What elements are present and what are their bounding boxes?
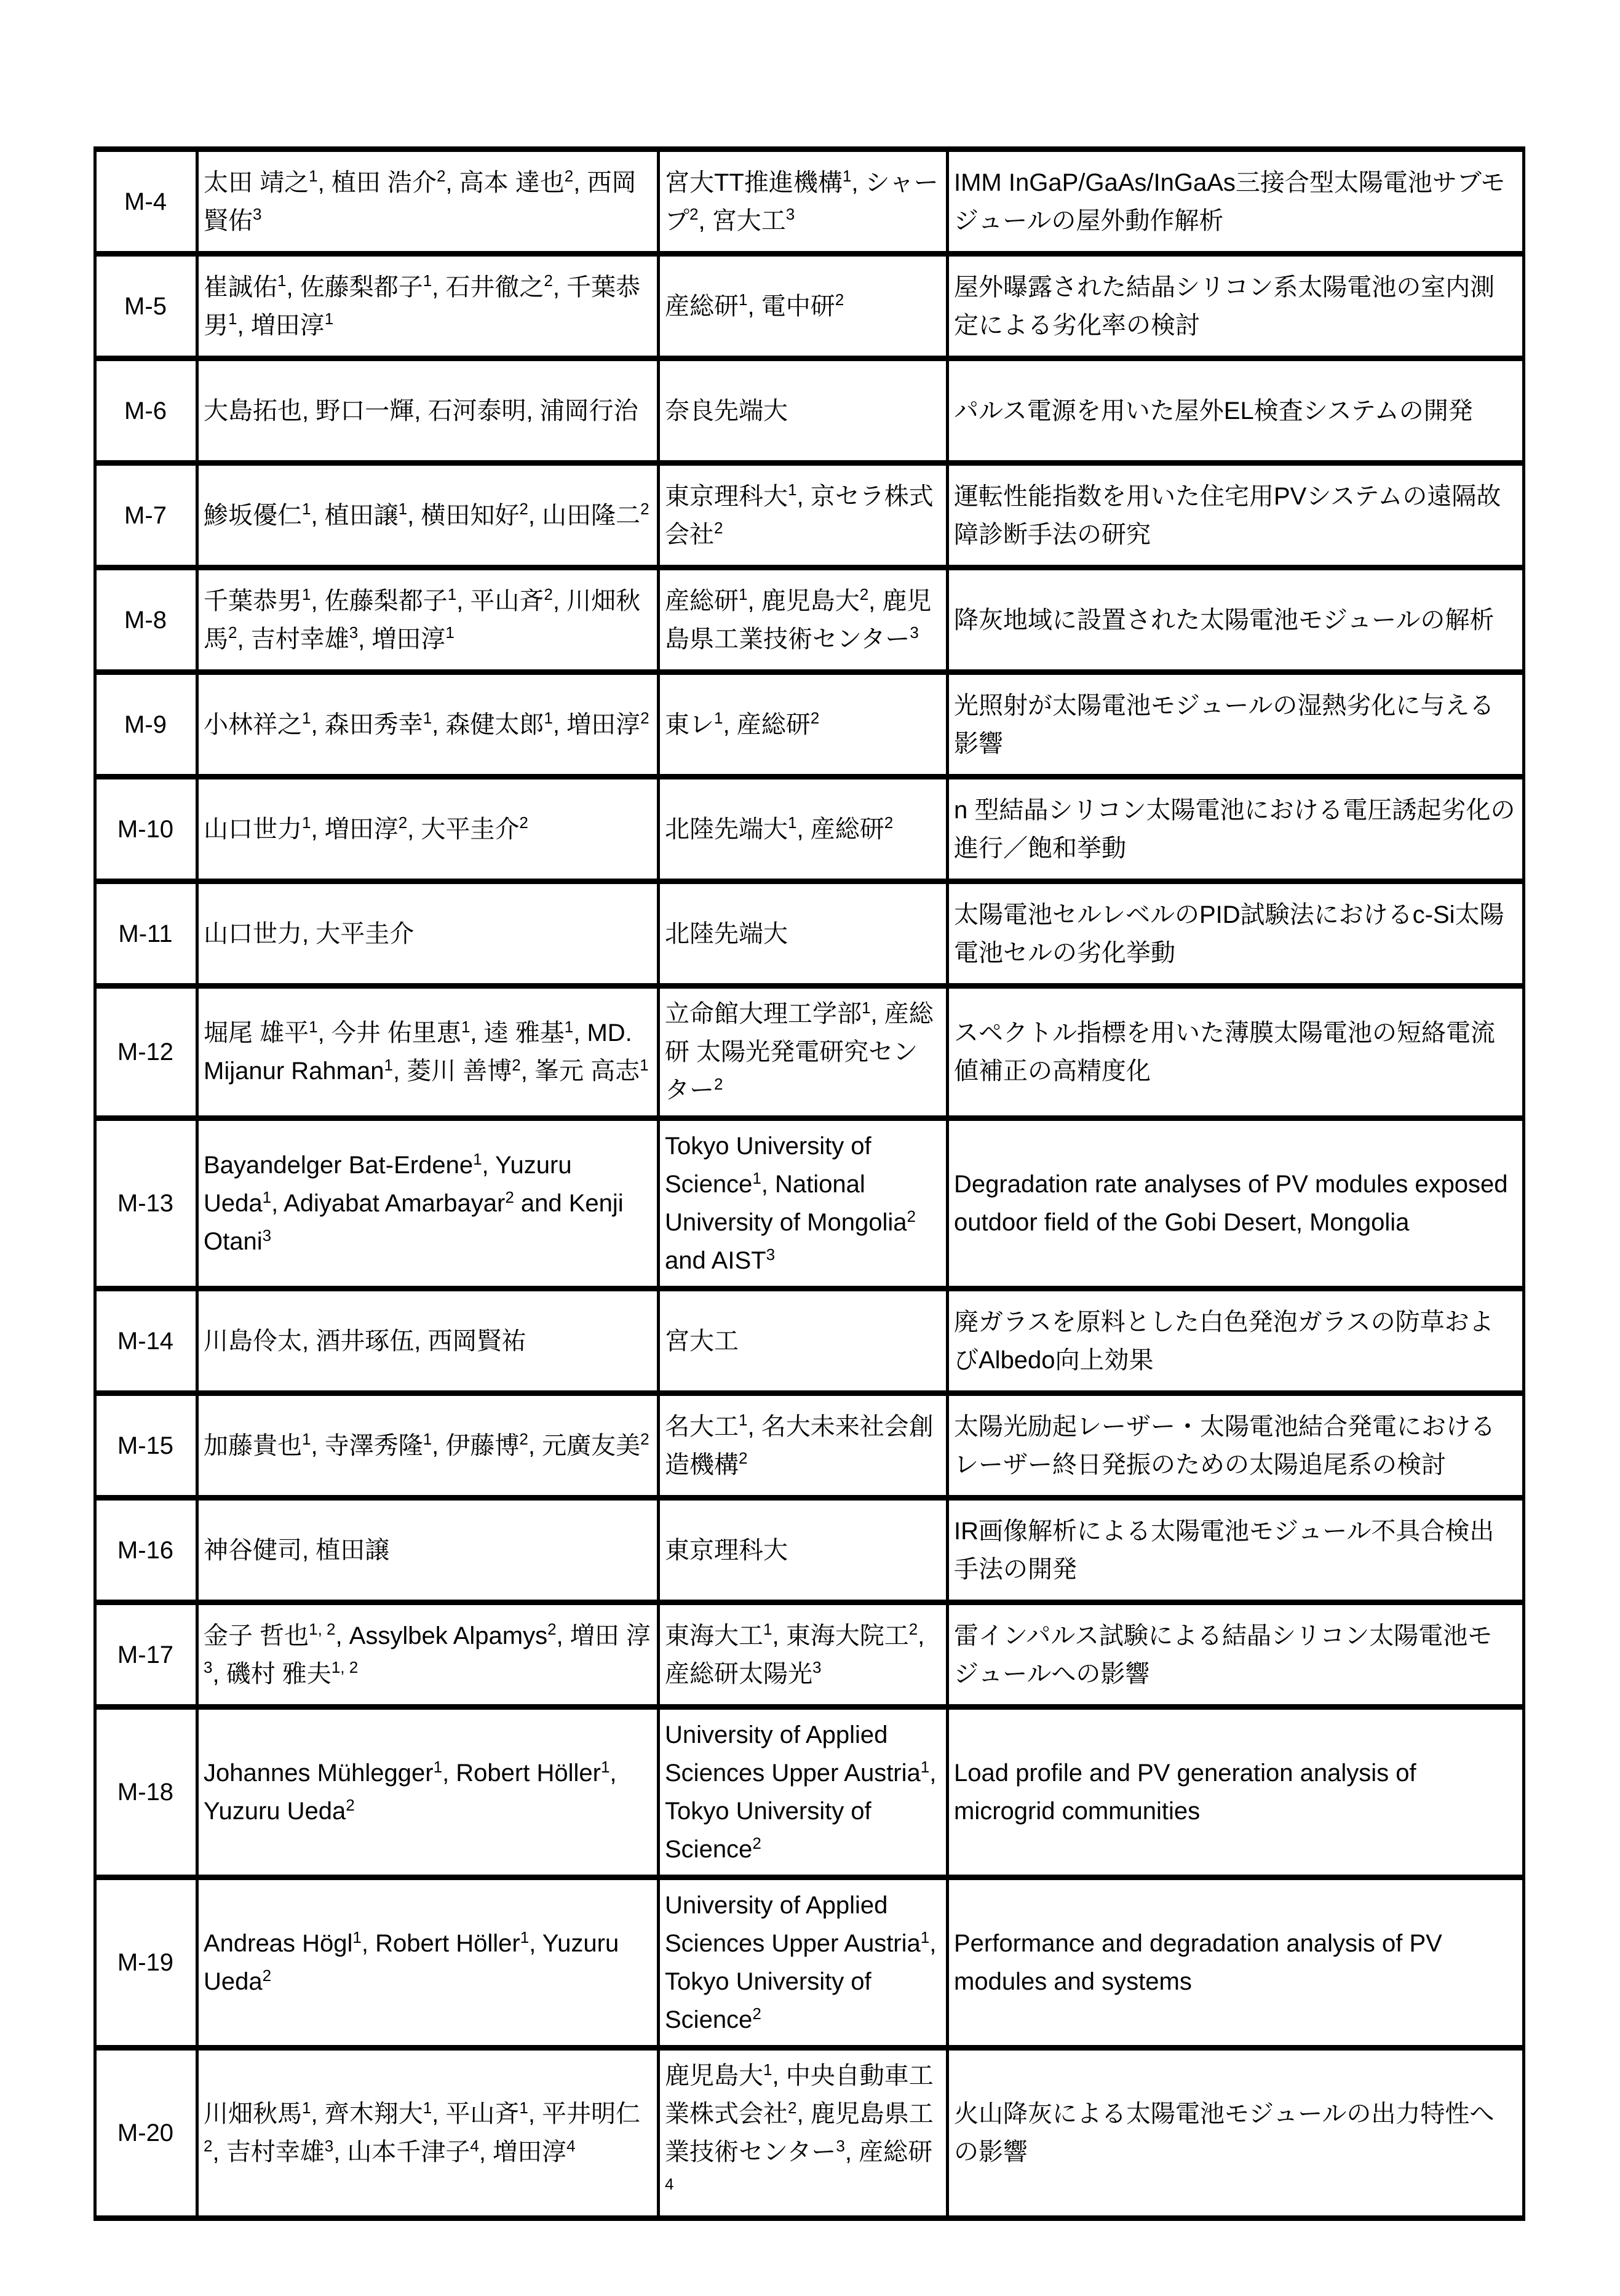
authors-cell: 崔誠佑$^1$, 佐藤梨都子$^1$, 石井徹之$^2$, 千葉恭男$^1$, 増田淳$^1$ (197, 254, 659, 359)
authors-cell: 鯵坂優仁$^1$, 植田譲$^1$, 横田知好$^2$, 山田隆二$^2$ (197, 463, 659, 568)
paper-title-cell: Load profile and PV generation analysis of microgrid communities (948, 1707, 1524, 1878)
affiliations-cell: 北陸先端大 (659, 882, 948, 986)
conference-program-table (93, 146, 1525, 2221)
authors-cell: 川畑秋馬$^1$, 齊木翔大$^1$, 平山斉$^1$, 平井明仁$^2$, 吉村幸雄$^3$, 山本千津子$^4$, 増田淳$^4$ (197, 2048, 659, 2218)
affiliations-cell: 宮大工 (659, 1289, 948, 1393)
paper-title-cell: n 型結晶シリコン太陽電池における電圧誘起劣化の進行／飽和挙動 (948, 777, 1524, 882)
paper-title-cell: Degradation rate analyses of PV modules exposed outdoor field of the Gobi Desert, Mongolia (948, 1118, 1524, 1289)
authors-cell: 山口世力, 大平圭介 (197, 882, 659, 986)
paper-title-cell: 降灰地域に設置された太陽電池モジュールの解析 (948, 568, 1524, 672)
paper-title-cell: 雷インパルス試験による結晶シリコン太陽電池モジュールへの影響 (948, 1603, 1524, 1707)
session-id-cell: M-10 (95, 777, 197, 882)
paper-title-cell: 運転性能指数を用いた住宅用PVシステムの遠隔故障診断手法の研究 (948, 463, 1524, 568)
session-id-cell: M-19 (95, 1878, 197, 2048)
session-id-cell: M-14 (95, 1289, 197, 1393)
table-row (95, 1118, 1524, 1289)
table-row (95, 986, 1524, 1118)
affiliations-cell: 産総研$^1$, 鹿児島大$^2$, 鹿児島県工業技術センター$^3$ (659, 568, 948, 672)
paper-title-cell: Performance and degradation analysis of PV modules and systems (948, 1878, 1524, 2048)
paper-title-cell: 光照射が太陽電池モジュールの湿熱劣化に与える影響 (948, 672, 1524, 777)
session-id-cell: M-9 (95, 672, 197, 777)
authors-cell: Bayandelger Bat-Erdene$^1$, Yuzuru Ueda$^1$, Adiyabat Amarbayar$^2$ and Kenji Otani$^3$ (197, 1118, 659, 1289)
affiliations-cell: 鹿児島大$^1$, 中央自動車工業株式会社$^2$, 鹿児島県工業技術センター$^3$, 産総研$^4$ (659, 2048, 948, 2218)
table-row (95, 568, 1524, 672)
session-id-cell: M-4 (95, 149, 197, 254)
authors-cell: 金子 哲也$^{1, 2}$, Assylbek Alpamys$^2$, 増田 淳$^3$, 磯村 雅夫$^{1, 2}$ (197, 1603, 659, 1707)
table-row (95, 1393, 1524, 1498)
session-id-cell: M-17 (95, 1603, 197, 1707)
program-table-body (95, 149, 1524, 2218)
authors-cell: 太田 靖之$^1$, 植田 浩介$^2$, 高本 達也$^2$, 西岡 賢佑$^3$ (197, 149, 659, 254)
authors-cell: Andreas Högl$^1$, Robert Höller$^1$, Yuzuru Ueda$^2$ (197, 1878, 659, 2048)
session-id-cell: M-7 (95, 463, 197, 568)
table-row (95, 1878, 1524, 2048)
session-id-cell: M-5 (95, 254, 197, 359)
authors-cell: 小林祥之$^1$, 森田秀幸$^1$, 森健太郎$^1$, 増田淳$^2$ (197, 672, 659, 777)
session-id-cell: M-20 (95, 2048, 197, 2218)
authors-cell: 大島拓也, 野口一輝, 石河泰明, 浦岡行治 (197, 359, 659, 463)
table-row (95, 1498, 1524, 1603)
session-id-cell: M-13 (95, 1118, 197, 1289)
session-id-cell: M-18 (95, 1707, 197, 1878)
authors-cell: 神谷健司, 植田譲 (197, 1498, 659, 1603)
affiliations-cell: 宮大TT推進機構$^1$, シャープ$^2$, 宮大工$^3$ (659, 149, 948, 254)
authors-cell: 加藤貴也$^1$, 寺澤秀隆$^1$, 伊藤博$^2$, 元廣友美$^2$ (197, 1393, 659, 1498)
table-row (95, 777, 1524, 882)
paper-title-cell: 廃ガラスを原料とした白色発泡ガラスの防草およびAlbedo向上効果 (948, 1289, 1524, 1393)
table-row (95, 882, 1524, 986)
authors-cell: 堀尾 雄平$^1$, 今井 佑里恵$^1$, 逵 雅基$^1$, MD. Mijanur Rahman$^1$, 菱川 善博$^2$, 峯元 高志$^1$ (197, 986, 659, 1118)
affiliations-cell: 立命館大理工学部$^1$, 産総研 太陽光発電研究センター$^2$ (659, 986, 948, 1118)
table-row (95, 149, 1524, 254)
paper-title-cell: IR画像解析による太陽電池モジュール不具合検出手法の開発 (948, 1498, 1524, 1603)
authors-cell: 山口世力$^1$, 増田淳$^2$, 大平圭介$^2$ (197, 777, 659, 882)
paper-title-cell: 屋外曝露された結晶シリコン系太陽電池の室内測定による劣化率の検討 (948, 254, 1524, 359)
table-row (95, 1707, 1524, 1878)
affiliations-cell: 東レ$^1$, 産総研$^2$ (659, 672, 948, 777)
affiliations-cell: 奈良先端大 (659, 359, 948, 463)
affiliations-cell: 産総研$^1$, 電中研$^2$ (659, 254, 948, 359)
table-row (95, 1289, 1524, 1393)
session-id-cell: M-12 (95, 986, 197, 1118)
session-id-cell: M-8 (95, 568, 197, 672)
authors-cell: 川島伶太, 酒井琢伍, 西岡賢祐 (197, 1289, 659, 1393)
table-row (95, 1603, 1524, 1707)
table-row (95, 672, 1524, 777)
paper-title-cell: パルス電源を用いた屋外EL検査システムの開発 (948, 359, 1524, 463)
affiliations-cell: 北陸先端大$^1$, 産総研$^2$ (659, 777, 948, 882)
table-row (95, 463, 1524, 568)
affiliations-cell: 東海大工$^1$, 東海大院工$^2$, 産総研太陽光$^3$ (659, 1603, 948, 1707)
authors-cell: 千葉恭男$^1$, 佐藤梨都子$^1$, 平山斉$^2$, 川畑秋馬$^2$, 吉村幸雄$^3$, 増田淳$^1$ (197, 568, 659, 672)
affiliations-cell: 東京理科大 (659, 1498, 948, 1603)
affiliations-cell: 東京理科大$^1$, 京セラ株式会社$^2$ (659, 463, 948, 568)
table-row (95, 254, 1524, 359)
paper-title-cell: 太陽光励起レーザー・太陽電池結合発電におけるレーザー終日発振のための太陽追尾系の検討 (948, 1393, 1524, 1498)
paper-title-cell: 火山降灰による太陽電池モジュールの出力特性への影響 (948, 2048, 1524, 2218)
paper-title-cell: IMM InGaP/GaAs/InGaAs三接合型太陽電池サブモジュールの屋外動作解析 (948, 149, 1524, 254)
affiliations-cell: University of Applied Sciences Upper Austria$^1$, Tokyo University of Science$^2$ (659, 1707, 948, 1878)
table-row (95, 359, 1524, 463)
table-row (95, 2048, 1524, 2218)
session-id-cell: M-15 (95, 1393, 197, 1498)
session-id-cell: M-16 (95, 1498, 197, 1603)
paper-title-cell: スペクトル指標を用いた薄膜太陽電池の短絡電流値補正の高精度化 (948, 986, 1524, 1118)
affiliations-cell: Tokyo University of Science$^1$, National University of Mongolia$^2$ and AIST$^3$ (659, 1118, 948, 1289)
session-id-cell: M-11 (95, 882, 197, 986)
session-id-cell: M-6 (95, 359, 197, 463)
authors-cell: Johannes Mühlegger$^1$, Robert Höller$^1$, Yuzuru Ueda$^2$ (197, 1707, 659, 1878)
affiliations-cell: 名大工$^1$, 名大未来社会創造機構$^2$ (659, 1393, 948, 1498)
paper-title-cell: 太陽電池セルレベルのPID試験法におけるc-Si太陽電池セルの劣化挙動 (948, 882, 1524, 986)
affiliations-cell: University of Applied Sciences Upper Austria$^1$, Tokyo University of Science$^2$ (659, 1878, 948, 2048)
